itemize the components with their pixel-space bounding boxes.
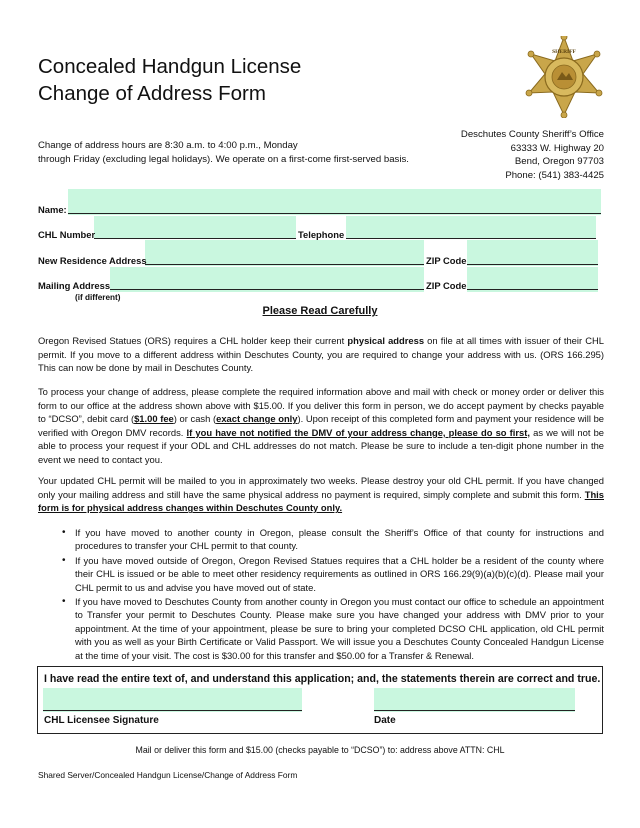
- date-label: Date: [374, 715, 396, 726]
- office-address: [461, 128, 604, 182]
- zip-code-label-2: ZIP Code: [426, 280, 467, 291]
- mail-instructions: Mail or deliver this form and $15.00 (checks payable to “DCSO”) to: address above ATTN: CHL: [135, 745, 505, 755]
- name-underline: [68, 213, 601, 214]
- section-heading: Please Read Carefully: [262, 305, 378, 317]
- office-hours-line1: Change of address hours are 8:30 a.m. to 4:00 p.m., Monday: [38, 140, 298, 151]
- mailing-address-underline: [110, 289, 424, 290]
- list-item: • If you have moved to Deschutes County from another county in Oregon you must contact our office to schedule an appointment to Transfer your permit to Deschutes County. Please make sure you have changed your address with DMV prior to your appointment. At the time of your appointment, please be sure to bring your completed DCSO CHL application, old CHL permit with you as well as your Birth Certificate or Valid Passport. We will issue you a Deschutes County Concealed Handgun License at the time of your visit. The cost is $30.00 for this transfer and $50.00 for a Transfer & Renewal.: [62, 596, 604, 661]
- telephone-field[interactable]: [346, 216, 596, 239]
- date-underline: [374, 710, 575, 711]
- chl-number-field[interactable]: [94, 216, 296, 239]
- list-item: • If you have moved to another county in Oregon, please consult the Sheriff’s Office of that county for instructions and procedures to transfer your CHL permit to that county.: [62, 527, 604, 552]
- file-path-footer: Shared Server/Concealed Handgun License/Change of Address Form: [38, 770, 298, 780]
- form-title-line1: Concealed Handgun License: [38, 55, 302, 78]
- telephone-label: Telephone: [298, 229, 345, 240]
- zip-code-underline-2: [467, 289, 598, 290]
- mailing-address-label: Mailing Address: [38, 280, 111, 291]
- new-residence-underline: [145, 264, 424, 265]
- date-field[interactable]: [374, 688, 575, 712]
- svg-text:SHERIFF: SHERIFF: [552, 49, 576, 55]
- office-hours-line2: through Friday (excluding legal holidays). We operate on a first-come first-served basis.: [38, 153, 409, 165]
- signature-field[interactable]: [43, 688, 302, 712]
- signature-box: [37, 666, 603, 734]
- sheriff-badge-icon: [522, 36, 606, 118]
- name-field[interactable]: [68, 189, 601, 215]
- name-label: Name:: [38, 204, 67, 215]
- new-residence-address-field[interactable]: [145, 240, 424, 266]
- form-title: [38, 53, 301, 107]
- telephone-underline: [346, 238, 596, 239]
- office-name: Deschutes County Sheriff’s Office: [460, 129, 604, 140]
- office-hours: [38, 139, 409, 166]
- instructions-list: [38, 526, 604, 663]
- paragraph-processing: To process your change of address, please complete the required information above and mail with check or money order or deliver this form to our office at the address shown above with $15.00. If you deliver this form in person, we do accept payment by checks payable to “DCSO”, debit card ($1.00 fee) or cash (exact change only). Upon receipt of this completed form and payment your residence will be verified with Oregon DMV records. If you have not notified the DMV of your address change, please do so first, as we will not be able to process your request if your ODL and CHL addresses do not match. Please be sure to include a ten-digit phone number in the event we need to contact you.: [38, 386, 605, 465]
- form-title-line2: Change of Address Form: [38, 82, 266, 105]
- office-phone: Phone: (541) 383-4425: [505, 169, 604, 181]
- zip-code-field-1[interactable]: [467, 240, 598, 266]
- signature-underline: [43, 710, 302, 711]
- zip-code-underline-1: [467, 264, 598, 265]
- zip-code-label-1: ZIP Code: [426, 255, 467, 266]
- signature-label: CHL Licensee Signature: [44, 715, 159, 726]
- chl-number-label: CHL Number: [38, 229, 96, 240]
- certification-statement: I have read the entire text of, and understand this application; and, the statements therein are correct and true.: [44, 673, 601, 685]
- new-residence-label: New Residence Address: [38, 255, 147, 266]
- list-item: • If you have moved outside of Oregon, Oregon Revised Statues requires that a CHL holder be a resident of the county where their CHL is issued or be able to meet other residency requirements as outlined in ORS 166.29(9)(a)(b)(c)(d). Please mail your CHL permit to us and advise you have moved out of state.: [62, 554, 604, 593]
- paragraph-physical-address: Oregon Revised Statues (ORS) requires a CHL holder keep their current physical address on file at all times with issuer of their CHL permit. If you move to a different address within Deschutes County, you are required to change your address with us. (ORS 166.295) This can now be done by mail in Deschutes County.: [38, 335, 604, 374]
- office-street: 63333 W. Highway 20: [510, 142, 604, 154]
- paragraph-mailing: Your updated CHL permit will be mailed to you in approximately two weeks. Please destroy your old CHL permit. If you have changed only your mailing address and still have the same physical address no payment is required, simply complete and submit this form. This form is for physical address changes within Deschutes County only.: [38, 475, 604, 514]
- mailing-sublabel: (if different): [75, 293, 121, 302]
- chl-number-underline: [94, 238, 296, 239]
- office-city: Bend, Oregon 97703: [514, 156, 604, 167]
